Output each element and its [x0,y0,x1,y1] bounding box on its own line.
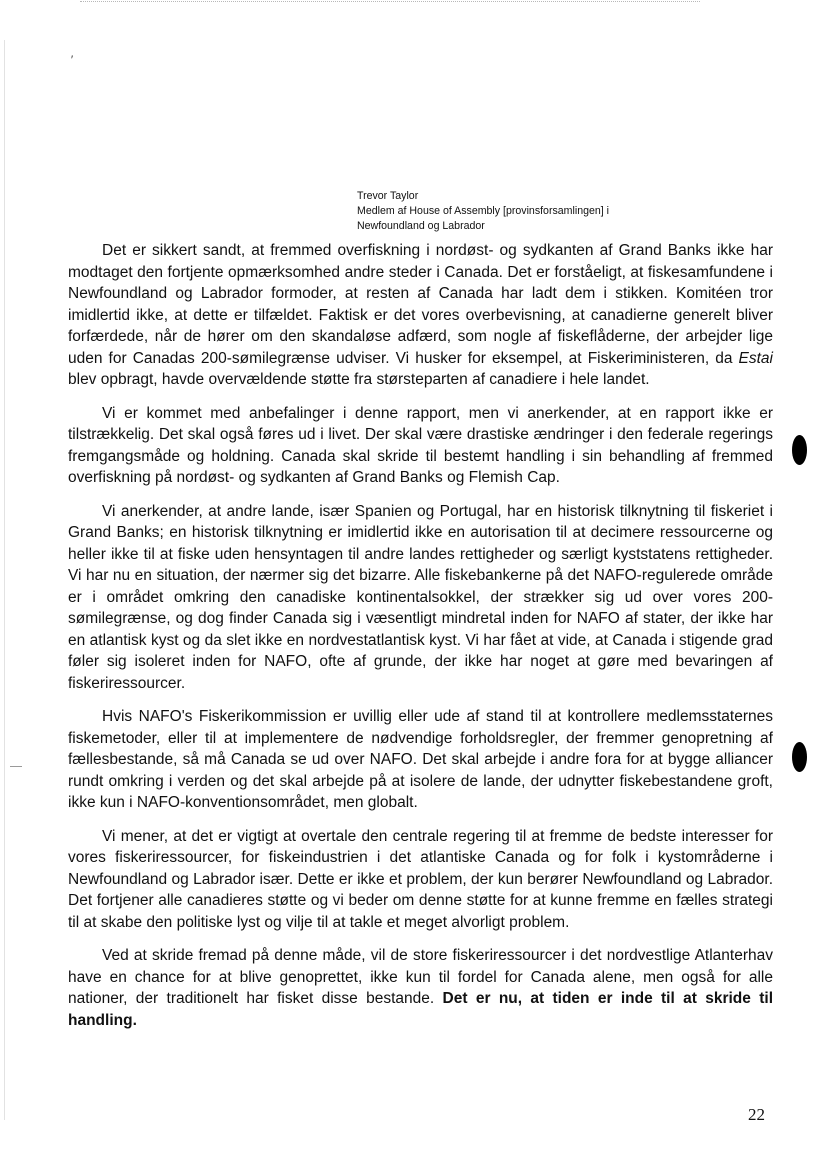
closing-statement: Det er nu, at tiden er inde til at skride til handling. [68,990,773,1029]
author-position-line-2: Newfoundland og Labrador [357,220,485,232]
scan-artifact-mark: ′ [71,54,74,66]
paragraph-6-text: Ved at skride fremad på denne måde, vil de store fiskeriressourcer i det nordvestlige Atlanterhav have en chance for at blive genoprettet, ikke kun til fordel for Canada alene, men også for alle nationer, der traditionelt har fisket disse bestande. [68,947,773,1007]
paragraph-1-text: Det er sikkert sandt, at fremmed overfiskning i nordøst- og sydkanten af Grand Banks ikke har modtaget den fortjente opmærksomhed andre steder i Canada. Det er forståeligt, at fiskesamfundene i Newfoundland og Labrador formoder, at resten af Canada har ladt dem i stikken. Komitéen tror imidlertid ikke, at dette er tilfældet. Faktisk er det vores overbevisning, at canadierne generelt bliver forfærdede, når de hører om den skandaløse adfærd, som nogle af fiskeflåderne, der arbejder lige uden for Canadas 200-sømilegrænse udviser. Vi husker for eksempel, at Fiskeriministeren, da [68,242,773,367]
author-block [357,189,697,234]
scan-artifact-left-tick [10,766,22,767]
author-position-line-1: Medlem af House of Assembly [provinsforsamlingen] i [357,205,610,217]
author-name: Trevor Taylor [357,190,419,202]
paragraph-1-text-after: blev opbragt, havde overvældende støtte fra størsteparten af canadiere i hele landet. [68,371,650,388]
page-number: 22 [748,1105,765,1124]
paragraph-5: Vi mener, at det er vigtigt at overtale den centrale regering til at fremme de bedste interesser for vores fiskeriressourcer, for fiskeindustrien i det atlantiske Canada og for folk i kystområderne i Newfoundland og Labrador især. Dette er ikke et problem, der kun berører Newfoundland og Labrador. Det fortjener alle canadieres støtte og vi beder om denne støtte for at kunne fremme en fælles strategi til at skabe den politiske lyst og vilje til at takle et meget alvorligt problem. [68,827,773,931]
body-text [68,240,773,1031]
paragraph-4: Hvis NAFO's Fiskerikommission er uvillig eller ude af stand til at kontrollere medlemsstaternes fiskemetoder, eller til at implementere de nødvendige forholdsregler, der fremmer genopretning af fællesbestande, så må Canada se ud over NAFO. Det skal arbejde i andre fora for at bygge alliancer rundt omkring i verden og det skal arbejde på at isolere de lande, der udnytter fiskebestandene groft, ikke kun i NAFO-konventionsområdet, men globalt. [68,708,773,811]
ship-name-estai: Estai [738,349,773,367]
scan-artifact-top-line [80,1,700,2]
punch-hole-bottom [792,742,807,772]
paragraph-6 [68,945,773,1031]
paragraph-3: Vi anerkender, at andre lande, især Spanien og Portugal, har en historisk tilknytning til fiskeriet i Grand Banks; en historisk tilknytning er imidlertid ikke en autorisation til at decimere ressourcerne og heller ikke til at fiske uden hensyntagen til andre landes rettigheder og særligt kyststatens rettigheder. Vi har nu en situation, der nærmer sig det bizarre. Alle fiskebankerne på det NAFO-regulerede område er i området omkring den canadiske kontinentalsokkel, der strækker sig ud over vores 200-sømilegrænse, og dog finder Canada sig i væsentligt mindretal inden for NAFO af stater, der ikke har en atlantisk kyst og da slet ikke en nordvestatlantisk kyst. Vi har fået at vide, at Canada i stigende grad føler sig isoleret inden for NAFO, ofte af grunde, der ikke har noget at gøre med bevaringen af fiskeriressourcer. [68,502,773,692]
punch-hole-top [792,435,807,465]
paragraph-2: Vi er kommet med anbefalinger i denne rapport, men vi anerkender, at en rapport ikke er tilstrækkelig. Det skal også føres ud i livet. Der skal være drastiske ændringer i den federale regerings fremgangsmåde og holdning. Canada skal skride til bestemt handling i sin behandling af fremmed overfiskning på nordøst- og sydkanten af Grand Banks og Flemish Cap. [68,404,773,486]
paragraph-1 [68,240,773,391]
scan-artifact-left-edge [4,40,5,1120]
